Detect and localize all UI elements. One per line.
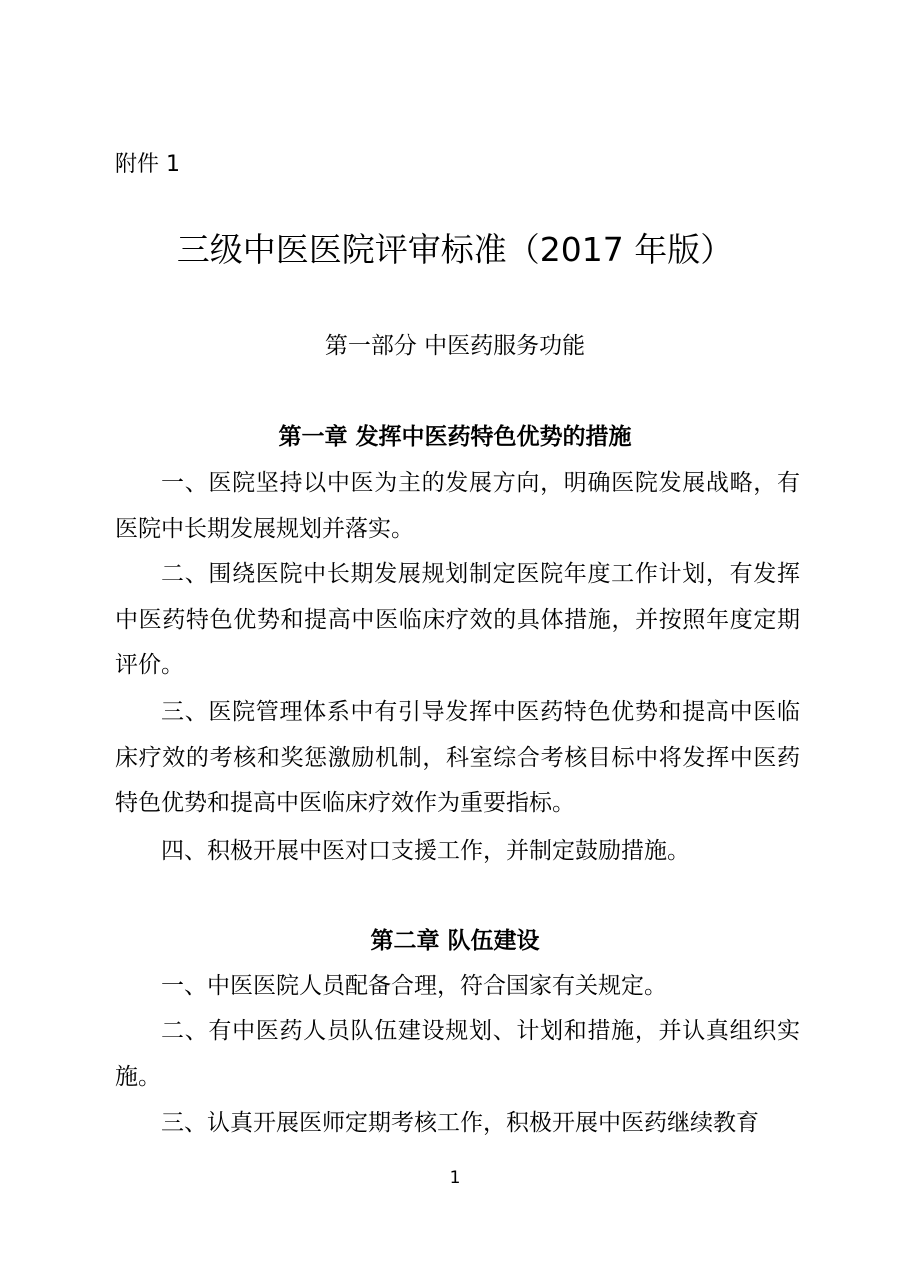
page-number: 1 bbox=[449, 1168, 461, 1188]
chapter-2-paragraph-1: 一、中医医院人员配备合理，符合国家有关规定。 bbox=[161, 973, 667, 999]
chapter-2-paragraph-2: 二、有中医药人员队伍建设规划、计划和措施，并认真组织实施。 bbox=[115, 1018, 800, 1090]
chapter-1-title: 第一章 发挥中医药特色优势的措施 bbox=[278, 424, 632, 450]
chapter-2-paragraph-3: 三、认真开展医师定期考核工作，积极开展中医药继续教育 bbox=[161, 1110, 759, 1136]
chapter-1-paragraph-3: 三、医院管理体系中有引导发挥中医药特色优势和提高中医临床疗效的考核和奖惩激励机制，科室综合考核目标中将发挥中医药特色优势和提高中医临床疗效作为重要指标。 bbox=[115, 699, 800, 816]
document-title: 三级中医医院评审标准（2017 年版） bbox=[176, 230, 734, 269]
chapter-1-paragraph-4: 四、积极开展中医对口支援工作，并制定鼓励措施。 bbox=[161, 838, 690, 864]
part-title: 第一部分 中医药服务功能 bbox=[324, 333, 586, 359]
chapter-1-paragraph-2: 二、围绕医院中长期发展规划制定医院年度工作计划，有发挥中医药特色优势和提高中医临床疗效的具体措施，并按照年度定期评价。 bbox=[115, 561, 800, 678]
chapter-2-title: 第二章 队伍建设 bbox=[370, 928, 540, 954]
chapter-1-paragraph-1: 一、医院坚持以中医为主的发展方向，明确医院发展战略，有医院中长期发展规划并落实。 bbox=[115, 470, 800, 542]
attachment-label: 附件 1 bbox=[115, 152, 180, 177]
